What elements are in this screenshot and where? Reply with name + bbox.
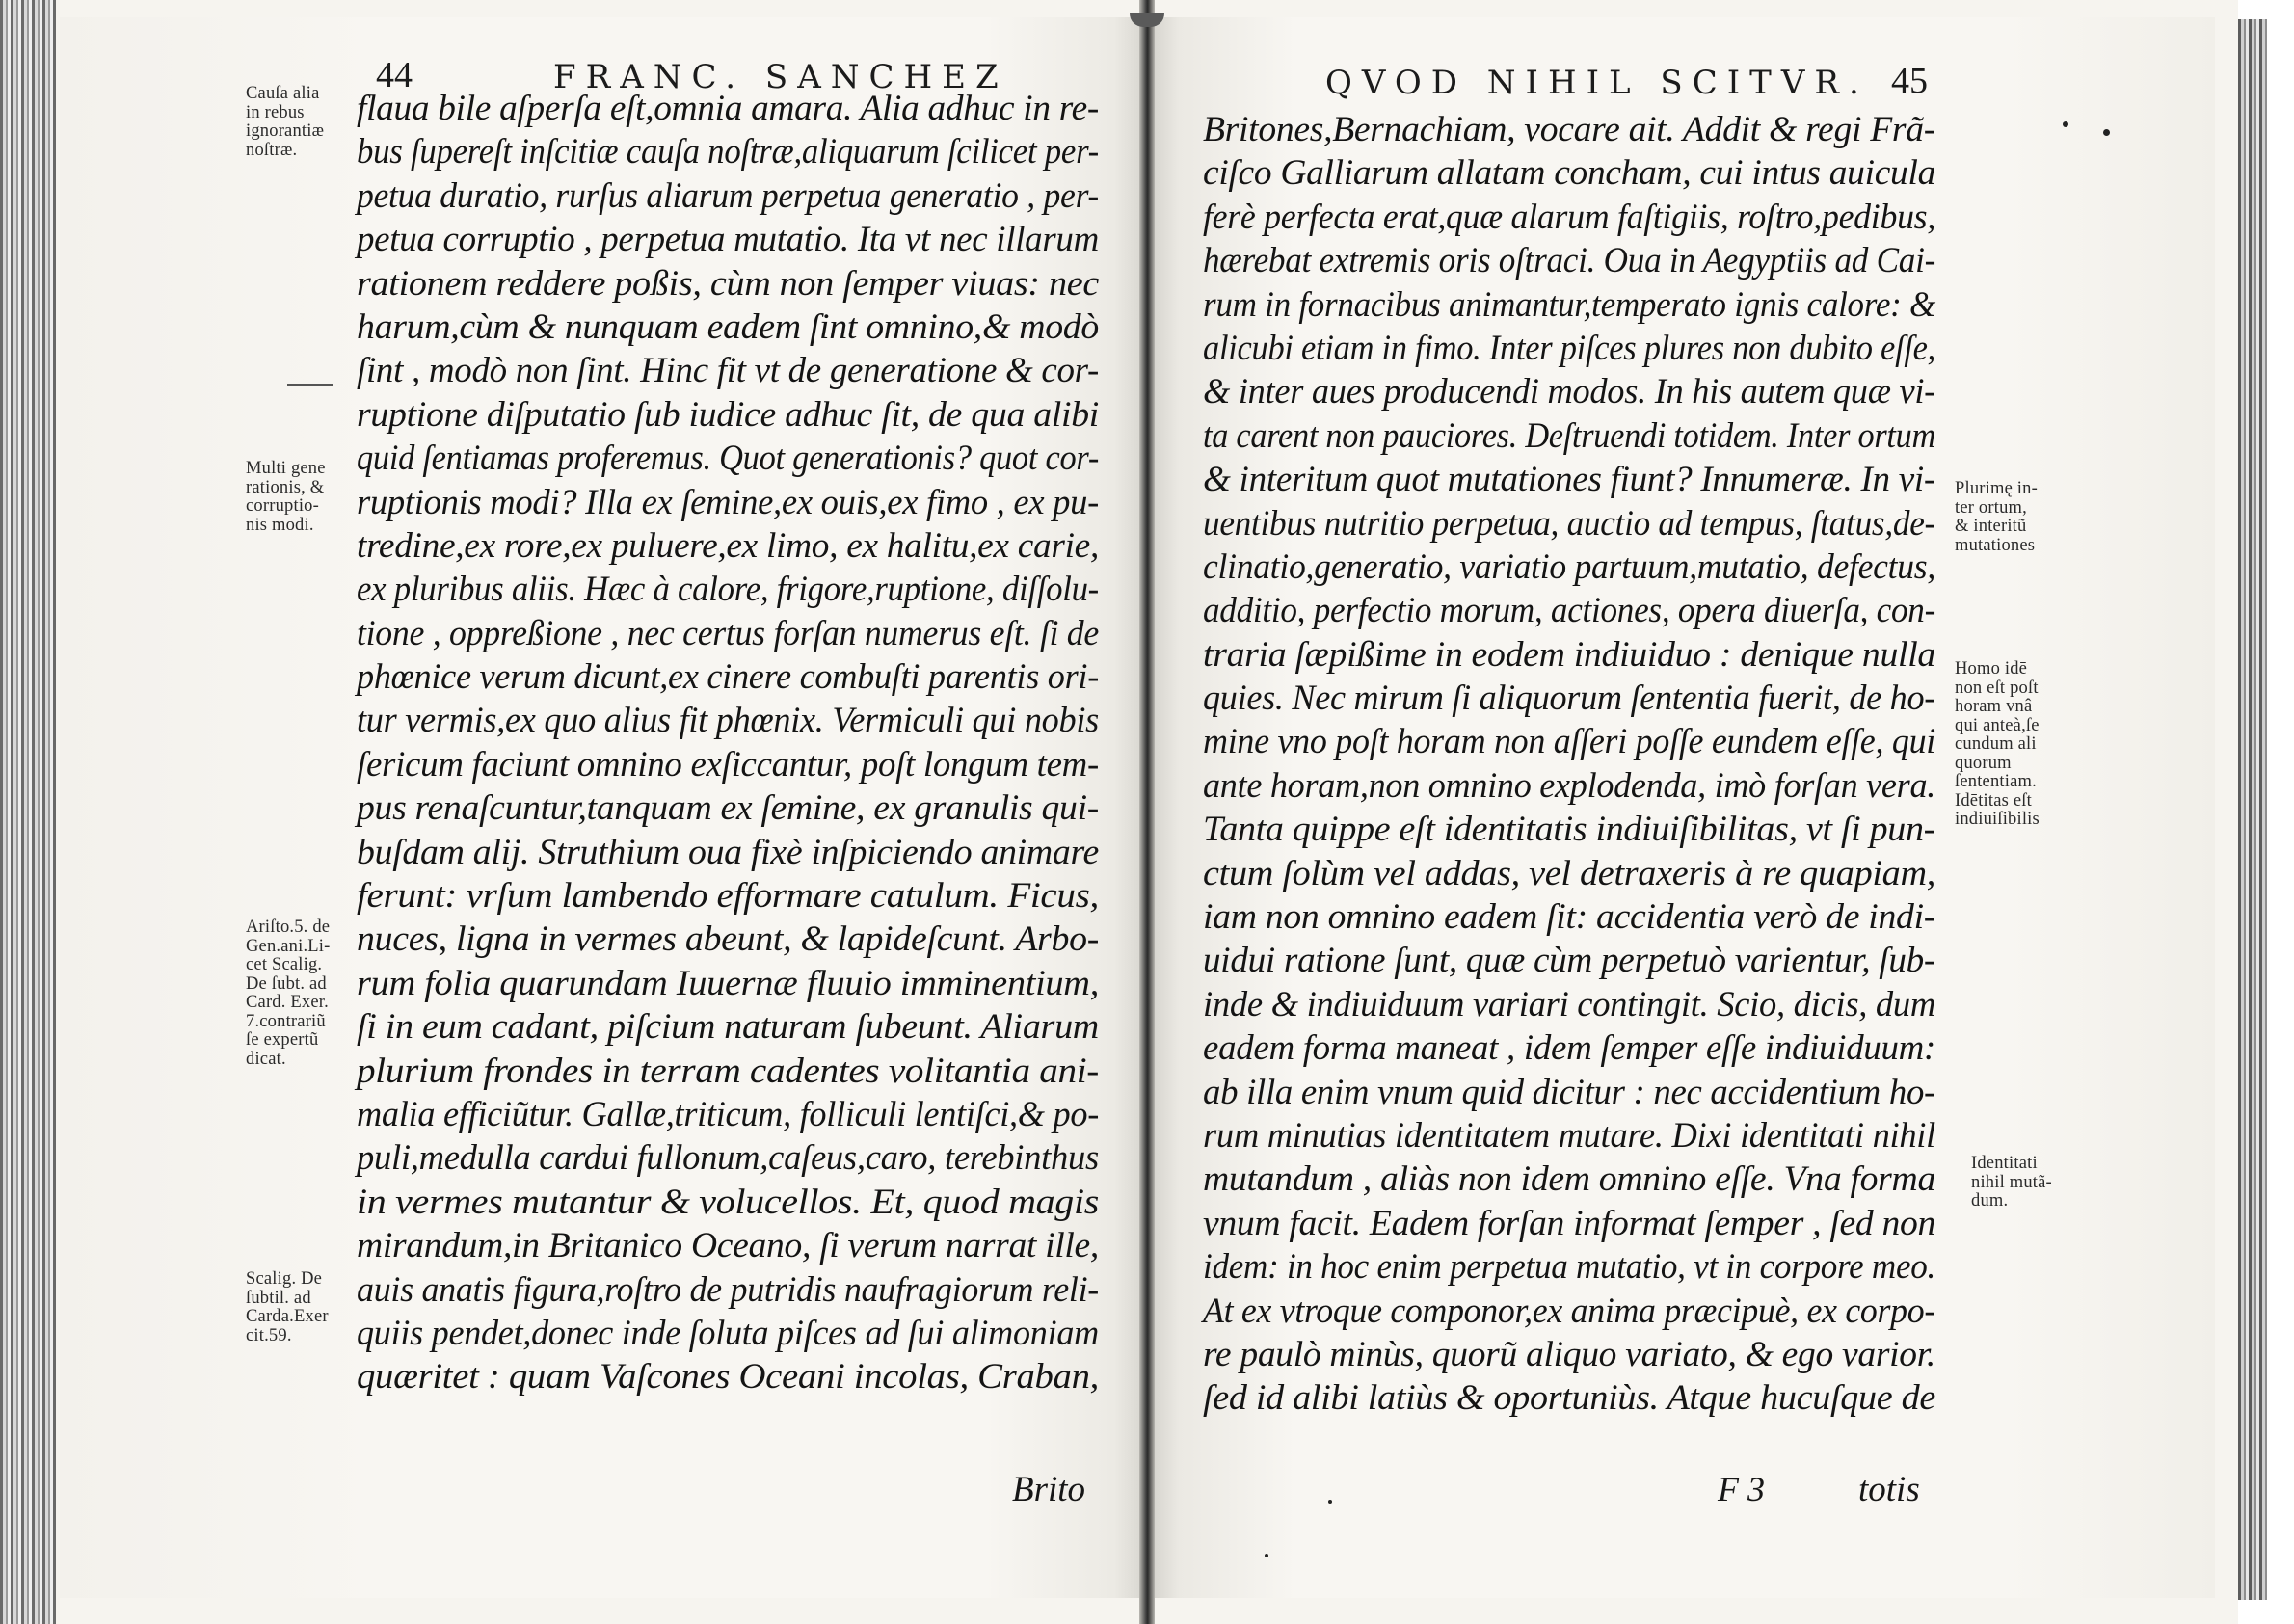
text-line: puli,medulla cardui fullonum,caſeus,caro, terebinthus bbox=[357, 1138, 1099, 1179]
margin-note-line: rationis, & bbox=[246, 477, 325, 497]
margin-note-line: indiuiſibilis bbox=[1955, 810, 2040, 829]
text-line: uentibus nutritio perpetua, auctio ad tempus, ſtatus,de- bbox=[1203, 503, 1935, 544]
margin-note-aristo bbox=[246, 918, 330, 1069]
text-line: & interitum quot mutationes fiunt? Innumeræ. In vi- bbox=[1203, 460, 1935, 500]
left-page-number: 44 bbox=[376, 55, 413, 95]
margin-note-line: ſententiam. bbox=[1955, 772, 2037, 791]
text-line: petua duratio, rurſus aliarum perpetua generatio , per- bbox=[357, 175, 1099, 216]
text-line: tur vermis,ex quo alius fit phœnix. Vermiculi qui nobis bbox=[357, 701, 1099, 741]
text-line: rum minutias identitatem mutare. Dixi identitati nihil bbox=[1203, 1115, 1935, 1156]
margin-note-line: cet Scalig. bbox=[246, 955, 323, 974]
margin-note-line: in rebus bbox=[246, 102, 305, 122]
margin-note-line: horam vnâ bbox=[1955, 697, 2033, 716]
text-line: tredine,ex rore,ex puluere,ex limo, ex halitu,ex carie, bbox=[357, 525, 1099, 566]
signature-mark: F 3 bbox=[1718, 1470, 1765, 1508]
text-line: mine vno poſt horam non aſſeri poſſe eundem eſſe, qui bbox=[1203, 722, 1935, 762]
text-line: auis anatis figura,roſtro de putridis naufragiorum reli- bbox=[357, 1269, 1099, 1310]
text-line: bus ſupereſt inſcitiæ cauſa noſtræ,aliquarum ſcilicet per- bbox=[357, 132, 1099, 173]
text-line: ſericum faciunt omnino exſiccantur, poſt longum tem- bbox=[357, 744, 1099, 785]
text-line: additio, perfectio morum, actiones, opera diuerſa, con- bbox=[1203, 591, 1935, 631]
text-line: iam non omnino eadem ſit: accidentia verò de indi- bbox=[1203, 897, 1935, 938]
text-line: rum in fornacibus animantur,temperato ignis calore: & bbox=[1203, 284, 1935, 325]
margin-note-line: Gen.ani.Li- bbox=[246, 936, 331, 956]
margin-note-line: dicat. bbox=[246, 1049, 286, 1069]
margin-note-plurimae bbox=[1955, 480, 2038, 555]
margin-note-multi bbox=[246, 460, 326, 535]
left-running-head: FRANC. SANCHEZ bbox=[553, 58, 1008, 96]
book-gutter bbox=[1139, 0, 1155, 1624]
right-page-edges bbox=[2238, 0, 2294, 1624]
margin-note-line: Cauſa alia bbox=[246, 84, 320, 103]
margin-note-line: nihil mutã- bbox=[1971, 1172, 2052, 1192]
text-line: ante horam,non omnino explodenda, imò forſan vera. bbox=[1203, 765, 1935, 806]
margin-note-line: Homo idē bbox=[1955, 659, 2028, 679]
margin-note-line: Multi gene bbox=[246, 459, 326, 478]
margin-note-line: mutationes bbox=[1955, 535, 2036, 555]
text-line: ferè perfecta erat,quæ alarum faſtigiis, roſtro,pedibus, bbox=[1203, 197, 1935, 237]
text-line: quid ſentiamas proferemus. Quot generationis? quot cor- bbox=[357, 439, 1099, 479]
right-catchword: totis bbox=[1858, 1470, 1920, 1509]
margin-note-identitati bbox=[1971, 1155, 2052, 1211]
text-line: quiis pendet,donec inde ſoluta piſces ad ſui alimoniam bbox=[357, 1313, 1099, 1353]
margin-note-line: quorum bbox=[1955, 753, 2012, 773]
margin-note-line: cit.59. bbox=[246, 1325, 292, 1345]
margin-note-line: Idētitas eſt bbox=[1955, 790, 2032, 811]
margin-note-line: non eſt poſt bbox=[1955, 678, 2039, 698]
margin-note-line: ignorantiæ bbox=[246, 121, 325, 141]
margin-note-line: De ſubt. ad bbox=[246, 973, 327, 994]
text-line: hærebat extremis oris oſtraci. Oua in Aegyptiis ad Cai- bbox=[1203, 241, 1935, 281]
text-line: nuces, ligna in vermes abeunt, & lapideſcunt. Arbo- bbox=[357, 919, 1099, 960]
speck bbox=[2103, 129, 2110, 136]
margin-note-causa bbox=[246, 85, 324, 160]
margin-note-line: Ariſto.5. de bbox=[246, 918, 331, 937]
margin-note-line: 7.contrariũ bbox=[246, 1011, 326, 1031]
margin-note-line: qui anteà,ſe bbox=[1955, 715, 2040, 735]
margin-note-line: noſtræ. bbox=[246, 140, 298, 160]
margin-note-line: corruptio- bbox=[246, 496, 319, 516]
text-line: ſint , modò non ſint. Hinc fit vt de generatione & cor- bbox=[357, 351, 1099, 391]
margin-note-line: & interitũ bbox=[1955, 517, 2027, 536]
margin-note-line: Scalig. De bbox=[246, 1269, 323, 1289]
text-line: buſdam alij. Struthium oua fixè inſpiciendo animare bbox=[357, 832, 1099, 872]
text-line: ſed id alibi latiùs & oportuniùs. Atque hucuſque de bbox=[1203, 1378, 1935, 1419]
text-line: in vermes mutantur & volucellos. Et, quod magis bbox=[357, 1182, 1099, 1222]
text-line: phœnice verum dicunt,ex cinere combuſti parentis ori- bbox=[357, 657, 1099, 698]
text-line: ciſco Galliarum allatam concham, cui intus auicula bbox=[1203, 153, 1935, 194]
right-page-number: 45 bbox=[1891, 61, 1928, 101]
text-line: tione , oppreßione , nec certus forſan numerus eſt. ſi de bbox=[357, 613, 1099, 653]
text-line: re paulò minùs, quorũ aliquo variato, & ego varior. bbox=[1203, 1334, 1935, 1374]
margin-note-line: Identitati bbox=[1971, 1154, 2038, 1173]
text-line: clinatio,generatio, variatio partuum,mutatio, defectus, bbox=[1203, 546, 1935, 587]
text-line: rum folia quarundam Iuuernæ fluuio imminentium, bbox=[357, 963, 1099, 1003]
text-line: ta carent non pauciores. Deſtruendi totidem. Inter ortum bbox=[1203, 415, 1935, 456]
text-line: petua corruptio , perpetua mutatio. Ita vt nec illarum bbox=[357, 220, 1099, 260]
text-line: quæritet : quam Vaſcones Oceani incolas, Craban, bbox=[357, 1357, 1099, 1398]
text-line: mutandum , aliàs non idem omnino eſſe. Vna forma bbox=[1203, 1159, 1935, 1200]
text-line: idem: in hoc enim perpetua mutatio, vt in corpore meo. bbox=[1203, 1247, 1935, 1288]
margin-note-homo bbox=[1955, 660, 2040, 830]
text-line: & inter aues producendi modos. In his autem quæ vi- bbox=[1203, 372, 1935, 413]
text-line: mirandum,in Britanico Oceano, ſi verum narrat ille, bbox=[357, 1226, 1099, 1266]
right-body-text bbox=[1203, 108, 1935, 1421]
right-running-head: QVOD NIHIL SCITVR. bbox=[1325, 64, 1869, 102]
margin-note-line: ſe expertũ bbox=[246, 1030, 319, 1050]
left-catchword: Brito bbox=[1012, 1470, 1086, 1509]
speck bbox=[1328, 1500, 1332, 1504]
margin-note-line: ter ortum, bbox=[1955, 497, 2027, 518]
margin-mark bbox=[287, 384, 333, 386]
margin-note-line: nis modi. bbox=[246, 515, 314, 535]
text-line: alicubi etiam in fimo. Inter piſces plures non dubito eſſe, bbox=[1203, 328, 1935, 368]
text-line: inde & indiuiduum variari contingit. Scio, dicis, dum bbox=[1203, 984, 1935, 1025]
text-line: ferunt: vrſum lambendo efformare catulum. Ficus, bbox=[357, 876, 1099, 917]
text-line: Tanta quippe eſt identitatis indiuiſibilitas, vt ſi pun- bbox=[1203, 810, 1935, 850]
left-page-edges bbox=[0, 0, 56, 1624]
margin-note-line: cundum ali bbox=[1955, 734, 2037, 754]
text-line: traria ſæpißime in eodem indiuiduo : denique nulla bbox=[1203, 634, 1935, 675]
text-line: malia efficiũtur. Gallæ,triticum, folliculi lentiſci,& po- bbox=[357, 1094, 1099, 1134]
text-line: quies. Nec mirum ſi aliquorum ſententia fuerit, de ho- bbox=[1203, 679, 1935, 719]
speck bbox=[1265, 1554, 1268, 1557]
text-line: ex pluribus aliis. Hæc à calore, frigore,ruptione, diſſolu- bbox=[357, 570, 1099, 610]
text-line: Britones,Bernachiam, vocare ait. Addit & regi Frã- bbox=[1203, 110, 1935, 149]
text-line: uidui ratione ſunt, quæ cùm perpetuò varientur, ſub- bbox=[1203, 941, 1935, 981]
left-body-text bbox=[357, 87, 1099, 1399]
margin-note-line: Plurimę in- bbox=[1955, 479, 2038, 498]
margin-note-line: ſubtil. ad bbox=[246, 1288, 311, 1308]
text-line: At ex vtroque componor,ex anima præcipuè, ex corpo- bbox=[1203, 1291, 1935, 1331]
text-line: harum,cùm & nunquam eadem ſint omnino,& modò bbox=[357, 306, 1099, 347]
text-line: ruptionis modi? Illa ex ſemine,ex ouis,ex fimo , ex pu- bbox=[357, 482, 1099, 522]
text-line: ruptione diſputatio ſub iudice adhuc ſit, de qua alibi bbox=[357, 394, 1099, 435]
text-line: flaua bile aſperſa eſt,omnia amara. Alia adhuc in re- bbox=[357, 89, 1099, 128]
text-line: ſi in eum cadant, piſcium naturam ſubeunt. Aliarum bbox=[357, 1007, 1099, 1048]
text-line: vnum facit. Eadem forſan informat ſemper , ſed non bbox=[1203, 1203, 1935, 1243]
margin-note-line: dum. bbox=[1971, 1191, 2009, 1211]
text-line: ctum ſolùm vel addas, vel detraxeris à re quapiam, bbox=[1203, 853, 1935, 893]
margin-note-line: Carda.Exer bbox=[246, 1307, 329, 1326]
speck bbox=[2063, 121, 2068, 127]
text-line: rationem reddere poßis, cùm non ſemper viuas: nec bbox=[357, 263, 1099, 304]
margin-note-line: Card. Exer. bbox=[246, 993, 329, 1012]
text-line: eadem forma maneat , idem ſemper eſſe indiuiduum: bbox=[1203, 1028, 1935, 1069]
text-line: plurium frondes in terram cadentes volitantia ani- bbox=[357, 1051, 1099, 1091]
margin-note-scalig bbox=[246, 1270, 329, 1345]
text-line: ab illa enim vnum quid dicitur : nec accidentium ho- bbox=[1203, 1072, 1935, 1112]
text-line: pus renaſcuntur,tanquam ex ſemine, ex granulis qui- bbox=[357, 788, 1099, 829]
